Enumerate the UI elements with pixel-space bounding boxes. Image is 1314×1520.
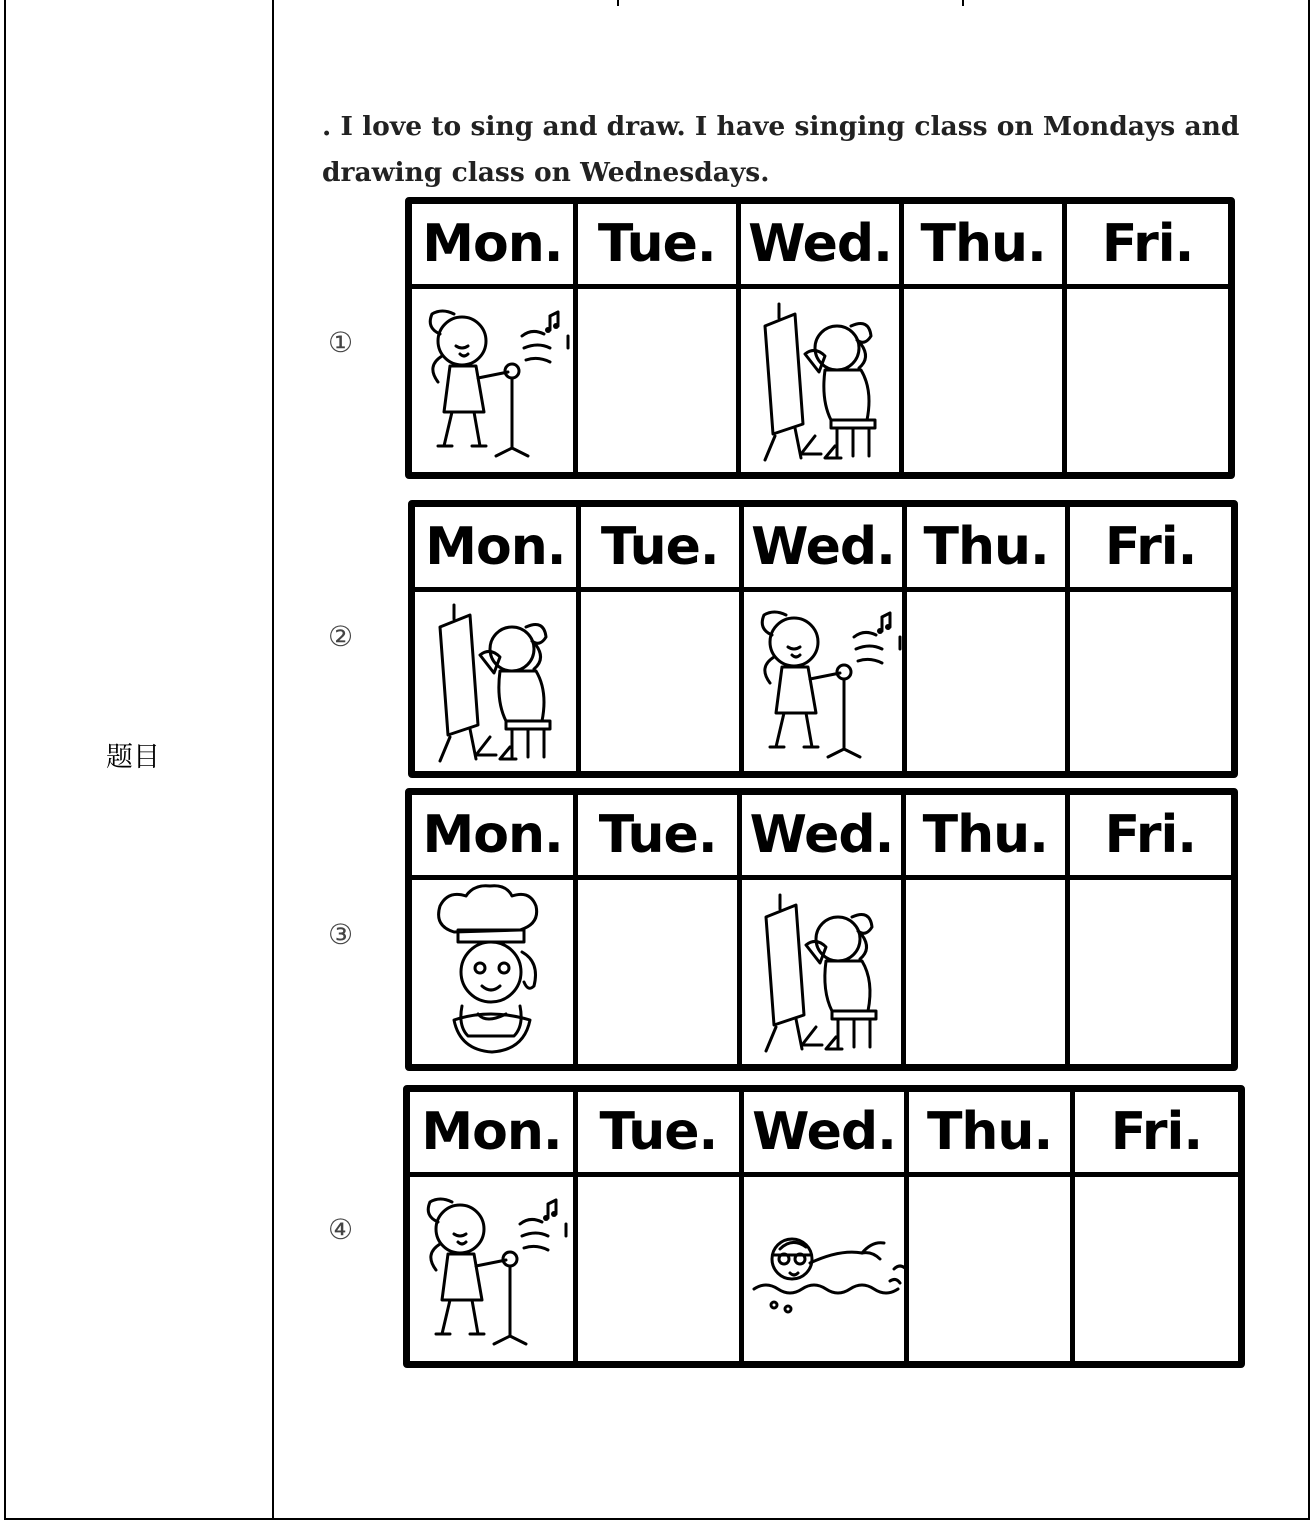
option-number[interactable]: ③ xyxy=(328,918,354,951)
schedule-cell xyxy=(907,1175,1073,1362)
day-header-mon: Mon. xyxy=(410,1092,576,1175)
singing-girl-icon xyxy=(410,1184,573,1354)
day-header-wed: Wed. xyxy=(741,1092,907,1175)
table-divider xyxy=(617,0,619,6)
schedule-cell xyxy=(1072,1175,1238,1362)
schedule-cell xyxy=(410,1175,576,1362)
schedule-table-1[interactable] xyxy=(405,197,1235,479)
schedule-cell xyxy=(1065,287,1228,473)
day-header-tue: Tue. xyxy=(576,795,740,878)
schedule-cell xyxy=(905,590,1068,772)
day-header-thu: Thu. xyxy=(907,1092,1073,1175)
schedule-cell xyxy=(1067,878,1231,1065)
cooking-girl-icon xyxy=(412,882,573,1062)
day-header-tue: Tue. xyxy=(576,1092,742,1175)
option-number[interactable]: ② xyxy=(328,620,354,653)
schedule-cell xyxy=(903,878,1067,1065)
schedule-table-2[interactable] xyxy=(408,500,1238,778)
singing-girl-icon xyxy=(744,597,902,767)
drawing-girl-icon xyxy=(741,296,899,466)
schedule-cell xyxy=(412,878,576,1065)
drawing-girl-icon xyxy=(742,887,901,1057)
schedule-cell xyxy=(415,590,578,772)
schedule-cell xyxy=(741,590,904,772)
schedule-cell xyxy=(902,287,1065,473)
day-header-fri: Fri. xyxy=(1068,507,1231,590)
day-header-thu: Thu. xyxy=(905,507,1068,590)
schedule-cell xyxy=(412,287,575,473)
day-header-fri: Fri. xyxy=(1065,204,1228,287)
day-header-thu: Thu. xyxy=(903,795,1067,878)
schedule-cell xyxy=(575,287,738,473)
day-header-mon: Mon. xyxy=(412,204,575,287)
day-header-wed: Wed. xyxy=(738,204,901,287)
table-divider xyxy=(962,0,964,6)
option-number[interactable]: ④ xyxy=(328,1213,354,1246)
day-header-tue: Tue. xyxy=(575,204,738,287)
schedule-cell xyxy=(741,1175,907,1362)
day-header-fri: Fri. xyxy=(1072,1092,1238,1175)
question-prompt: . I love to sing and draw. I have singing class on Mondays and drawing class on Wednesdays. xyxy=(322,111,1240,188)
option-number[interactable]: ① xyxy=(328,326,354,359)
schedule-table-4[interactable] xyxy=(403,1085,1245,1368)
schedule-cell xyxy=(738,287,901,473)
schedule-cell xyxy=(1068,590,1231,772)
schedule-cell xyxy=(576,878,740,1065)
day-header-fri: Fri. xyxy=(1067,795,1231,878)
day-header-mon: Mon. xyxy=(415,507,578,590)
schedule-table-3[interactable] xyxy=(405,788,1238,1071)
question-label: 题目 xyxy=(106,742,160,773)
singing-girl-icon xyxy=(412,296,573,466)
schedule-cell xyxy=(740,878,904,1065)
day-header-wed: Wed. xyxy=(740,795,904,878)
day-header-wed: Wed. xyxy=(741,507,904,590)
day-header-thu: Thu. xyxy=(902,204,1065,287)
schedule-cell xyxy=(578,590,741,772)
schedule-cell xyxy=(576,1175,742,1362)
day-header-mon: Mon. xyxy=(412,795,576,878)
day-header-tue: Tue. xyxy=(578,507,741,590)
drawing-girl-icon xyxy=(415,597,576,767)
swimming-child-icon xyxy=(744,1219,905,1319)
